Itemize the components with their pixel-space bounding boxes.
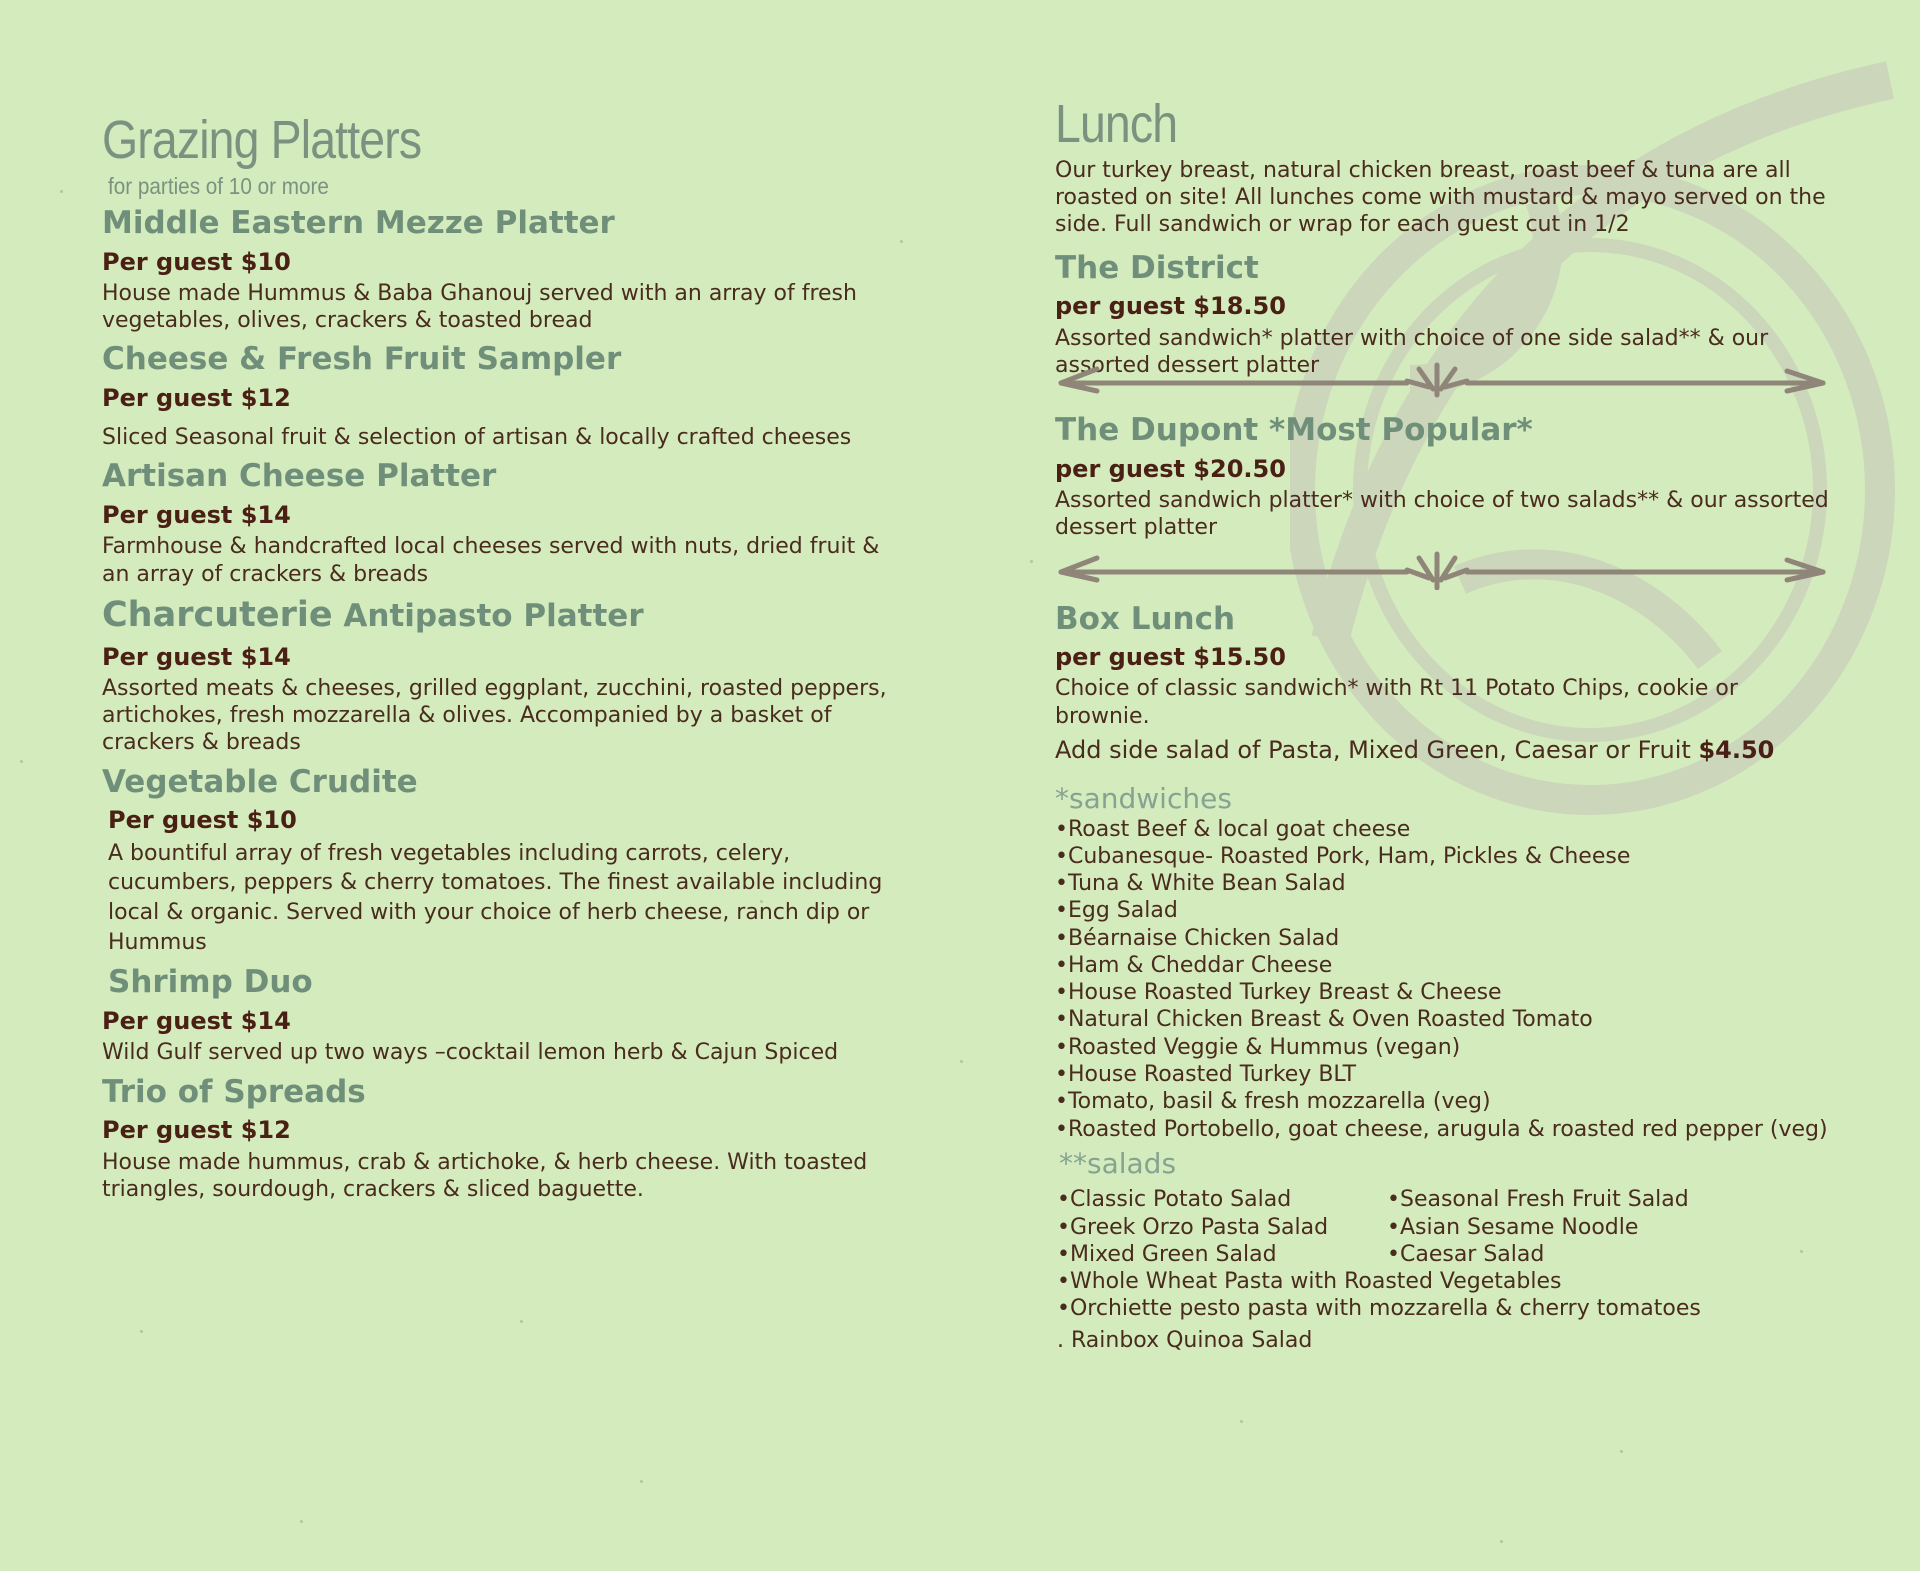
menu-item <box>1055 249 1835 379</box>
lunch-title: Lunch <box>1055 94 1178 154</box>
list-item: •Greek Orzo Pasta Salad <box>1057 1214 1329 1240</box>
list-item: •Natural Chicken Breast & Oven Roasted Tomato <box>1055 1007 1593 1033</box>
list-item: •Tuna & White Bean Salad <box>1055 871 1346 897</box>
speck <box>1500 1540 1503 1543</box>
sandwich-list <box>1055 816 1835 1143</box>
salad-grid <box>1057 1186 1835 1268</box>
item-title: Middle Eastern Mezze Platter <box>102 204 615 241</box>
item-description: Choice of classic sandwich* with Rt 11 Potato Chips, cookie or brownie. <box>1055 676 1738 729</box>
list-item: •Mixed Green Salad <box>1057 1241 1277 1267</box>
divider-burst <box>1407 365 1467 395</box>
speck <box>300 1520 303 1523</box>
lunch-section <box>1055 92 1835 1354</box>
list-item: •Ham & Cheddar Cheese <box>1055 952 1333 978</box>
item-price: per guest $20.50 <box>1055 454 1286 483</box>
item-price: Per guest $12 <box>102 1116 291 1145</box>
menu-item <box>102 340 892 451</box>
menu-item <box>1055 600 1835 730</box>
menu-item <box>102 963 892 1066</box>
speck <box>960 1060 963 1063</box>
list-item: •Roasted Veggie & Hummus (vegan) <box>1055 1034 1461 1060</box>
list-item: •Tomato, basil & fresh mozzarella (veg) <box>1055 1089 1491 1115</box>
item-price: Per guest $14 <box>102 501 291 530</box>
addon-line <box>1055 736 1835 764</box>
divider-burst <box>1407 554 1467 588</box>
speck <box>20 760 23 763</box>
speck <box>1240 1420 1243 1423</box>
list-item: •Classic Potato Salad <box>1057 1187 1292 1213</box>
list-item: •Orchiette pesto pasta with mozzarella & cherry tomatoes <box>1057 1296 1701 1322</box>
lunch-intro: Our turkey breast, natural chicken breast, roast beef & tuna are all roasted on site! All lunches come with mustard & mayo served on the side. Full sandwich or wrap for each guest cut in 1/2 <box>1055 157 1826 238</box>
item-price: Per guest $10 <box>102 247 291 276</box>
item-description: Assorted sandwich platter* with choice of two salads** & our assorted dessert platter <box>1055 488 1829 541</box>
list-item: •Egg Salad <box>1055 898 1178 924</box>
item-description: Wild Gulf served up two ways –cocktail lemon herb & Cajun Spiced <box>102 1040 839 1066</box>
item-title: Vegetable Crudite <box>102 763 418 800</box>
list-item: •Caesar Salad <box>1387 1241 1545 1267</box>
addon-text: Add side salad of Pasta, Mixed Green, Caesar or Fruit <box>1055 736 1691 764</box>
speck <box>1030 560 1033 563</box>
item-description: House made Hummus & Baba Ghanouj served with an array of fresh vegetables, olives, crackers & toasted bread <box>102 280 857 333</box>
item-description: Sliced Seasonal fruit & selection of artisan & locally crafted cheeses <box>102 425 852 451</box>
menu-item <box>102 1073 892 1203</box>
sandwiches-heading: *sandwiches <box>1055 782 1232 815</box>
speck <box>60 190 63 193</box>
salads-heading: **salads <box>1059 1146 1177 1180</box>
item-title: Cheese & Fresh Fruit Sampler <box>102 341 622 378</box>
list-item: •Cubanesque- Roasted Pork, Ham, Pickles & Cheese <box>1055 843 1631 869</box>
item-description: Assorted sandwich* platter with choice of one side salad** & our assorted dessert platter <box>1055 325 1769 378</box>
item-price: Per guest $12 <box>102 384 291 413</box>
speck <box>900 240 903 243</box>
speck <box>640 1480 643 1483</box>
item-description: House made hummus, crab & artichoke, & herb cheese. With toasted triangles, sourdough, crackers & sliced baguette. <box>102 1149 868 1202</box>
item-price: Per guest $14 <box>102 1007 291 1036</box>
menu-item <box>1055 411 1835 541</box>
menu-item <box>102 594 892 757</box>
item-description: Assorted meats & cheeses, grilled eggplant, zucchini, roasted peppers, artichokes, fresh mozzarella & olives. Accompanied by a basket of crackers & breads <box>102 675 887 756</box>
list-item: •Roasted Portobello, goat cheese, arugula & roasted red pepper (veg) <box>1055 1116 1828 1142</box>
menu-item <box>102 204 892 334</box>
item-title: The Dupont *Most Popular* <box>1055 412 1533 449</box>
item-title: Trio of Spreads <box>102 1073 366 1110</box>
item-title: Artisan Cheese Platter <box>102 458 497 495</box>
item-title-part: Antipasto Platter <box>343 597 644 634</box>
list-item: •Seasonal Fresh Fruit Salad <box>1387 1187 1689 1213</box>
list-item: . Rainbox Quinoa Salad <box>1057 1327 1313 1353</box>
speck <box>520 1320 523 1323</box>
item-description: A bountiful array of fresh vegetables including carrots, celery, cucumbers, peppers & cherry tomatoes. The finest available including local & organic. Served with your choice of herb cheese, ranch dip or Hummus <box>108 840 883 955</box>
list-item: •Whole Wheat Pasta with Roasted Vegetables <box>1057 1269 1562 1295</box>
item-price: per guest $15.50 <box>1055 643 1286 672</box>
list-item: •House Roasted Turkey Breast & Cheese <box>1055 980 1502 1006</box>
item-description: Farmhouse & handcrafted local cheeses served with nuts, dried fruit & an array of crackers & breads <box>102 534 880 587</box>
item-price: Per guest $10 <box>108 806 297 835</box>
item-title-part: Charcuterie <box>102 594 333 635</box>
list-item: •Roast Beef & local goat cheese <box>1055 816 1411 842</box>
item-title <box>102 594 892 638</box>
ornamental-divider <box>1057 550 1827 590</box>
salad-list <box>1057 1268 1835 1354</box>
divider-arrow <box>1061 558 1097 580</box>
item-title: Box Lunch <box>1055 600 1236 637</box>
menu-item <box>102 457 892 587</box>
item-title: The District <box>1055 249 1259 286</box>
grazing-title: Grazing Platters <box>102 110 422 170</box>
grazing-subtitle: for parties of 10 or more <box>108 172 329 199</box>
item-price: per guest $18.50 <box>1055 292 1286 321</box>
menu-item <box>102 763 892 958</box>
addon-price: $4.50 <box>1698 736 1775 764</box>
list-item: •House Roasted Turkey BLT <box>1055 1061 1357 1087</box>
speck <box>1620 1450 1623 1453</box>
grazing-platters-section <box>102 108 892 1209</box>
list-item: •Asian Sesame Noodle <box>1387 1214 1639 1240</box>
speck <box>140 1330 143 1333</box>
item-price: Per guest $14 <box>102 642 291 671</box>
list-item: •Béarnaise Chicken Salad <box>1055 925 1340 951</box>
item-title: Shrimp Duo <box>108 964 313 1001</box>
